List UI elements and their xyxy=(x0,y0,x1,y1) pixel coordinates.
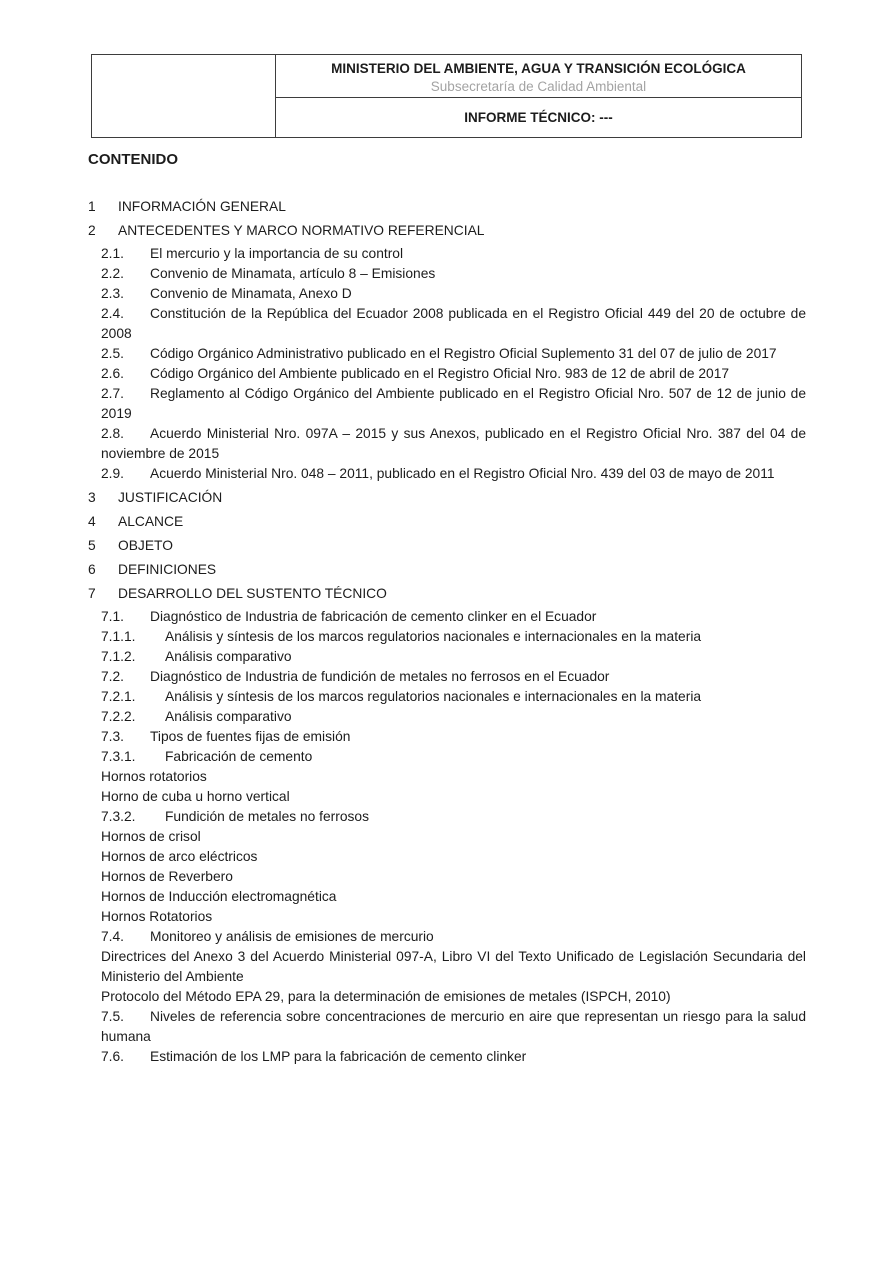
toc-entry-text: Fabricación de cemento xyxy=(165,749,313,764)
toc-entry-text: Directrices del Anexo 3 del Acuerdo Ministerial 097-A, Libro VI del Texto Unificado de Legislación Secundaria del Ministerio del Ambiente xyxy=(101,949,806,984)
toc-entry-number: 5 xyxy=(88,538,96,553)
toc-entry-number: 7.1.2. xyxy=(101,649,136,664)
toc-entry-text: Diagnóstico de Industria de fundición de metales no ferrosos en el Ecuador xyxy=(150,669,610,684)
toc-entry-text: Estimación de los LMP para la fabricación de cemento clinker xyxy=(150,1049,527,1064)
toc-entry-number: 7.2.2. xyxy=(101,709,136,724)
toc-entry xyxy=(101,947,806,987)
toc-entry-number: 7.6. xyxy=(101,1049,125,1064)
toc-entry-text: Hornos de crisol xyxy=(101,829,201,844)
toc-entry-number: 7.5. xyxy=(101,1009,125,1024)
toc-entry xyxy=(101,464,806,484)
toc-entry xyxy=(101,627,806,647)
toc-entry xyxy=(101,647,806,667)
toc-entry xyxy=(101,747,806,767)
toc-entry-text: Tipos de fuentes fijas de emisión xyxy=(150,729,351,744)
toc-entry-text: Acuerdo Ministerial Nro. 048 – 2011, publicado en el Registro Oficial Nro. 439 del 03 de mayo de 2011 xyxy=(150,466,775,481)
toc-entry-text: Análisis y síntesis de los marcos regulatorios nacionales e internacionales en la materia xyxy=(165,629,702,644)
toc-entry xyxy=(88,584,806,604)
toc-entry-number: 3 xyxy=(88,490,96,505)
toc-entry xyxy=(101,827,806,847)
toc-entry-text: Fundición de metales no ferrosos xyxy=(165,809,369,824)
toc-entry-text: DEFINICIONES xyxy=(118,562,217,577)
toc-entry-number: 2.9. xyxy=(101,466,125,481)
toc-entry xyxy=(101,264,806,284)
toc-entry-number: 7.2. xyxy=(101,669,125,684)
toc-entry xyxy=(101,847,806,867)
toc-entry-number: 2.1. xyxy=(101,246,125,261)
toc-entry xyxy=(101,364,806,384)
toc-entry-text: OBJETO xyxy=(118,538,173,553)
toc-entry xyxy=(101,727,806,747)
header-table xyxy=(91,54,802,138)
toc-entry-text: ALCANCE xyxy=(118,514,184,529)
toc-entry-text: Convenio de Minamata, Anexo D xyxy=(150,286,352,301)
informe-tecnico-label: INFORME TÉCNICO: --- xyxy=(464,110,613,125)
toc-entry-number: 2 xyxy=(88,223,96,238)
toc-entry-text: JUSTIFICACIÓN xyxy=(118,490,223,505)
toc-entry xyxy=(101,607,806,627)
toc-entry xyxy=(101,344,806,364)
toc-entry-text: Hornos de Reverbero xyxy=(101,869,233,884)
contents-heading: CONTENIDO xyxy=(88,151,178,168)
toc-entry xyxy=(101,284,806,304)
toc-entry xyxy=(88,560,806,580)
toc-entry-text: Código Orgánico del Ambiente publicado en el Registro Oficial Nro. 983 de 12 de abril de 2017 xyxy=(150,366,730,381)
header-right-column xyxy=(276,55,801,137)
toc-entry-text: Convenio de Minamata, artículo 8 – Emisiones xyxy=(150,266,436,281)
toc-entry-text: Protocolo del Método EPA 29, para la determinación de emisiones de metales (ISPCH, 2010) xyxy=(101,989,671,1004)
toc-entry-text: Hornos rotatorios xyxy=(101,769,207,784)
toc-entry xyxy=(101,927,806,947)
toc-entry xyxy=(101,807,806,827)
toc-entry xyxy=(101,987,806,1007)
toc-entry xyxy=(101,787,806,807)
toc-entry-text: INFORMACIÓN GENERAL xyxy=(118,199,286,214)
toc-entry xyxy=(101,1047,806,1067)
toc-entry-text: Diagnóstico de Industria de fabricación de cemento clinker en el Ecuador xyxy=(150,609,597,624)
toc-entry-number: 2.6. xyxy=(101,366,125,381)
toc-entry-number: 6 xyxy=(88,562,96,577)
toc-entry xyxy=(101,767,806,787)
ministry-title: MINISTERIO DEL AMBIENTE, AGUA Y TRANSICIÓN ECOLÓGICA xyxy=(331,61,746,76)
toc-entry-number: 2.4. xyxy=(101,306,125,321)
toc-entry-text: Hornos de Inducción electromagnética xyxy=(101,889,337,904)
toc-entry xyxy=(101,1007,806,1047)
toc-entry-text: ANTECEDENTES Y MARCO NORMATIVO REFERENCIAL xyxy=(118,223,485,238)
toc-entry-number: 7.2.1. xyxy=(101,689,136,704)
toc-entry-text: Constitución de la República del Ecuador 2008 publicada en el Registro Oficial 449 del 20 de octubre de 2008 xyxy=(101,306,806,341)
header-report-cell xyxy=(276,98,801,137)
toc-entry-text: Horno de cuba u horno vertical xyxy=(101,789,290,804)
toc-entry-number: 2.5. xyxy=(101,346,125,361)
toc-entry-number: 7.1.1. xyxy=(101,629,136,644)
toc-entry-number: 7 xyxy=(88,586,96,601)
toc-entry-text: Análisis comparativo xyxy=(165,709,292,724)
toc-entry xyxy=(88,197,806,217)
toc-entry-number: 2.7. xyxy=(101,386,125,401)
toc-entry xyxy=(88,221,806,241)
toc-entry xyxy=(88,512,806,532)
toc-entry xyxy=(101,887,806,907)
toc-entry-number: 2.2. xyxy=(101,266,125,281)
toc-entry-number: 7.4. xyxy=(101,929,125,944)
toc-entry-text: El mercurio y la importancia de su control xyxy=(150,246,404,261)
toc-entry-text: Código Orgánico Administrativo publicado en el Registro Oficial Suplemento 31 del 07 de julio de 2017 xyxy=(150,346,777,361)
toc-entry xyxy=(101,244,806,264)
toc-entry-text: Análisis comparativo xyxy=(165,649,292,664)
toc-entry-text: Hornos de arco eléctricos xyxy=(101,849,258,864)
toc-entry-number: 4 xyxy=(88,514,96,529)
toc-entry-text: Niveles de referencia sobre concentraciones de mercurio en aire que representan un riesgo para la salud humana xyxy=(101,1009,806,1044)
toc-entry-text: Monitoreo y análisis de emisiones de mercurio xyxy=(150,929,434,944)
toc-entry xyxy=(88,536,806,556)
toc-entry xyxy=(101,707,806,727)
toc-entry xyxy=(101,384,806,424)
toc-entry-text: Hornos Rotatorios xyxy=(101,909,213,924)
toc-entry-number: 7.3.2. xyxy=(101,809,136,824)
toc-entry xyxy=(101,667,806,687)
subsecretariat-subtitle: Subsecretaría de Calidad Ambiental xyxy=(430,79,647,94)
table-of-contents xyxy=(88,197,806,1067)
toc-entry-text: Acuerdo Ministerial Nro. 097A – 2015 y sus Anexos, publicado en el Registro Oficial Nro. 387 del 04 de noviembre de 2015 xyxy=(101,426,806,461)
toc-entry xyxy=(101,867,806,887)
header-title-cell xyxy=(276,55,801,98)
toc-entry-number: 7.3.1. xyxy=(101,749,136,764)
toc-entry-text: Reglamento al Código Orgánico del Ambiente publicado en el Registro Oficial Nro. 507 de 12 de junio de 2019 xyxy=(101,386,806,421)
logo-cell xyxy=(92,55,276,137)
toc-entry-number: 2.8. xyxy=(101,426,125,441)
toc-entry xyxy=(101,687,806,707)
toc-entry-text: Análisis y síntesis de los marcos regulatorios nacionales e internacionales en la materia xyxy=(165,689,702,704)
toc-entry xyxy=(88,488,806,508)
toc-entry xyxy=(101,424,806,464)
toc-entry-number: 7.1. xyxy=(101,609,125,624)
toc-entry xyxy=(101,907,806,927)
toc-entry xyxy=(101,304,806,344)
toc-entry-number: 2.3. xyxy=(101,286,125,301)
page-content xyxy=(88,150,806,1067)
toc-entry-text: DESARROLLO DEL SUSTENTO TÉCNICO xyxy=(118,586,387,601)
toc-entry-number: 1 xyxy=(88,199,96,214)
toc-entry-number: 7.3. xyxy=(101,729,125,744)
